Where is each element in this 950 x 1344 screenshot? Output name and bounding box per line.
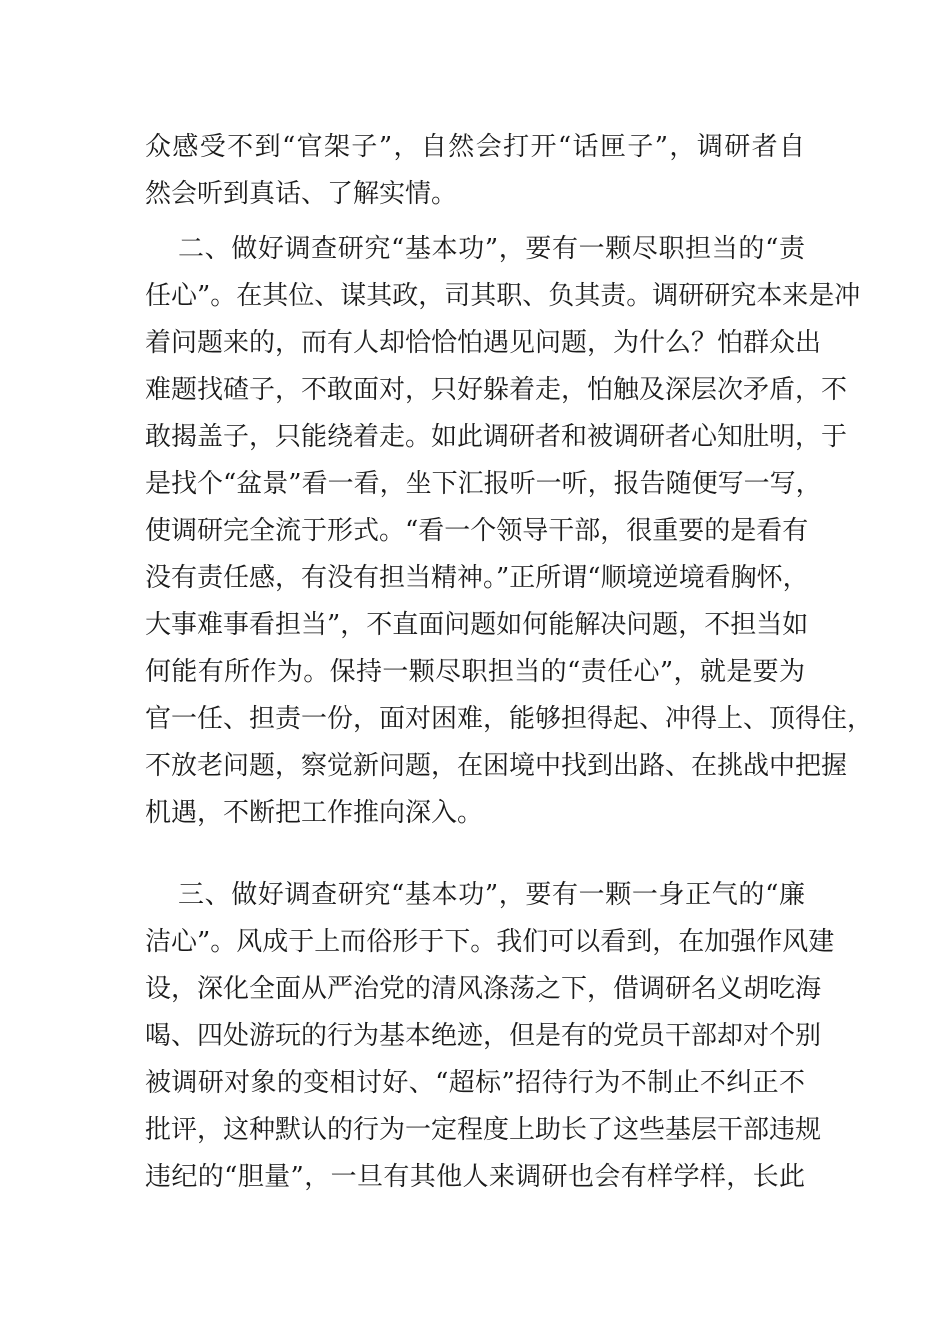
text-line: 不放老问题，察觉新问题，在困境中找到出路、在挑战中把握: [145, 751, 848, 781]
text-line: 然会听到真话、了解实情。: [145, 179, 458, 209]
text-line: 敢揭盖子，只能绕着走。如此调研者和被调研者心知肚明，于: [145, 422, 848, 452]
text-line: 洁心”。风成于上而俗形于下。我们可以看到，在加强作风建: [145, 927, 835, 957]
paragraph-3-heading-line: 三、做好调查研究“基本功”，要有一颗一身正气的“廉: [178, 880, 805, 910]
text-line: 违纪的“胆量”，一旦有其他人来调研也会有样学样，长此: [145, 1162, 805, 1192]
text-line: 批评，这种默认的行为一定程度上助长了这些基层干部违规: [145, 1115, 822, 1145]
text-line: 被调研对象的变相讨好、“超标”招待行为不制止不纠正不: [145, 1068, 805, 1098]
text-line: 机遇，不断把工作推向深入。: [145, 798, 484, 828]
text-line: 难题找碴子，不敢面对，只好躲着走，怕触及深层次矛盾，不: [145, 375, 848, 405]
paragraph-2-heading-line: 二、做好调查研究“基本功”，要有一颗尽职担当的“责: [178, 234, 805, 264]
text-line: 使调研完全流于形式。“看一个领导干部，很重要的是看有: [145, 516, 809, 546]
text-line: 设，深化全面从严治党的清风涤荡之下，借调研名义胡吃海: [145, 974, 822, 1004]
text-line: 喝、四处游玩的行为基本绝迹，但是有的党员干部却对个别: [145, 1021, 822, 1051]
text-line: 任心”。在其位、谋其政，司其职、负其责。调研研究本来是冲: [145, 281, 861, 311]
text-line: 大事难事看担当”，不直面问题如何能解决问题，不担当如: [145, 610, 809, 640]
text-line: 是找个“盆景”看一看，坐下汇报听一听，报告随便写一写，: [145, 469, 822, 499]
text-line: 官一任、担责一份，面对困难，能够担得起、冲得上、顶得住，: [145, 704, 874, 734]
text-line: 没有责任感，有没有担当精神。”正所谓“顺境逆境看胸怀，: [145, 563, 809, 593]
text-line: 何能有所作为。保持一颗尽职担当的“责任心”，就是要为: [145, 657, 805, 687]
text-line: 众感受不到“官架子”，自然会打开“话匣子”，调研者自: [145, 132, 805, 162]
text-line: 着问题来的，而有人却恰恰怕遇见问题，为什么？怕群众出: [145, 328, 822, 358]
